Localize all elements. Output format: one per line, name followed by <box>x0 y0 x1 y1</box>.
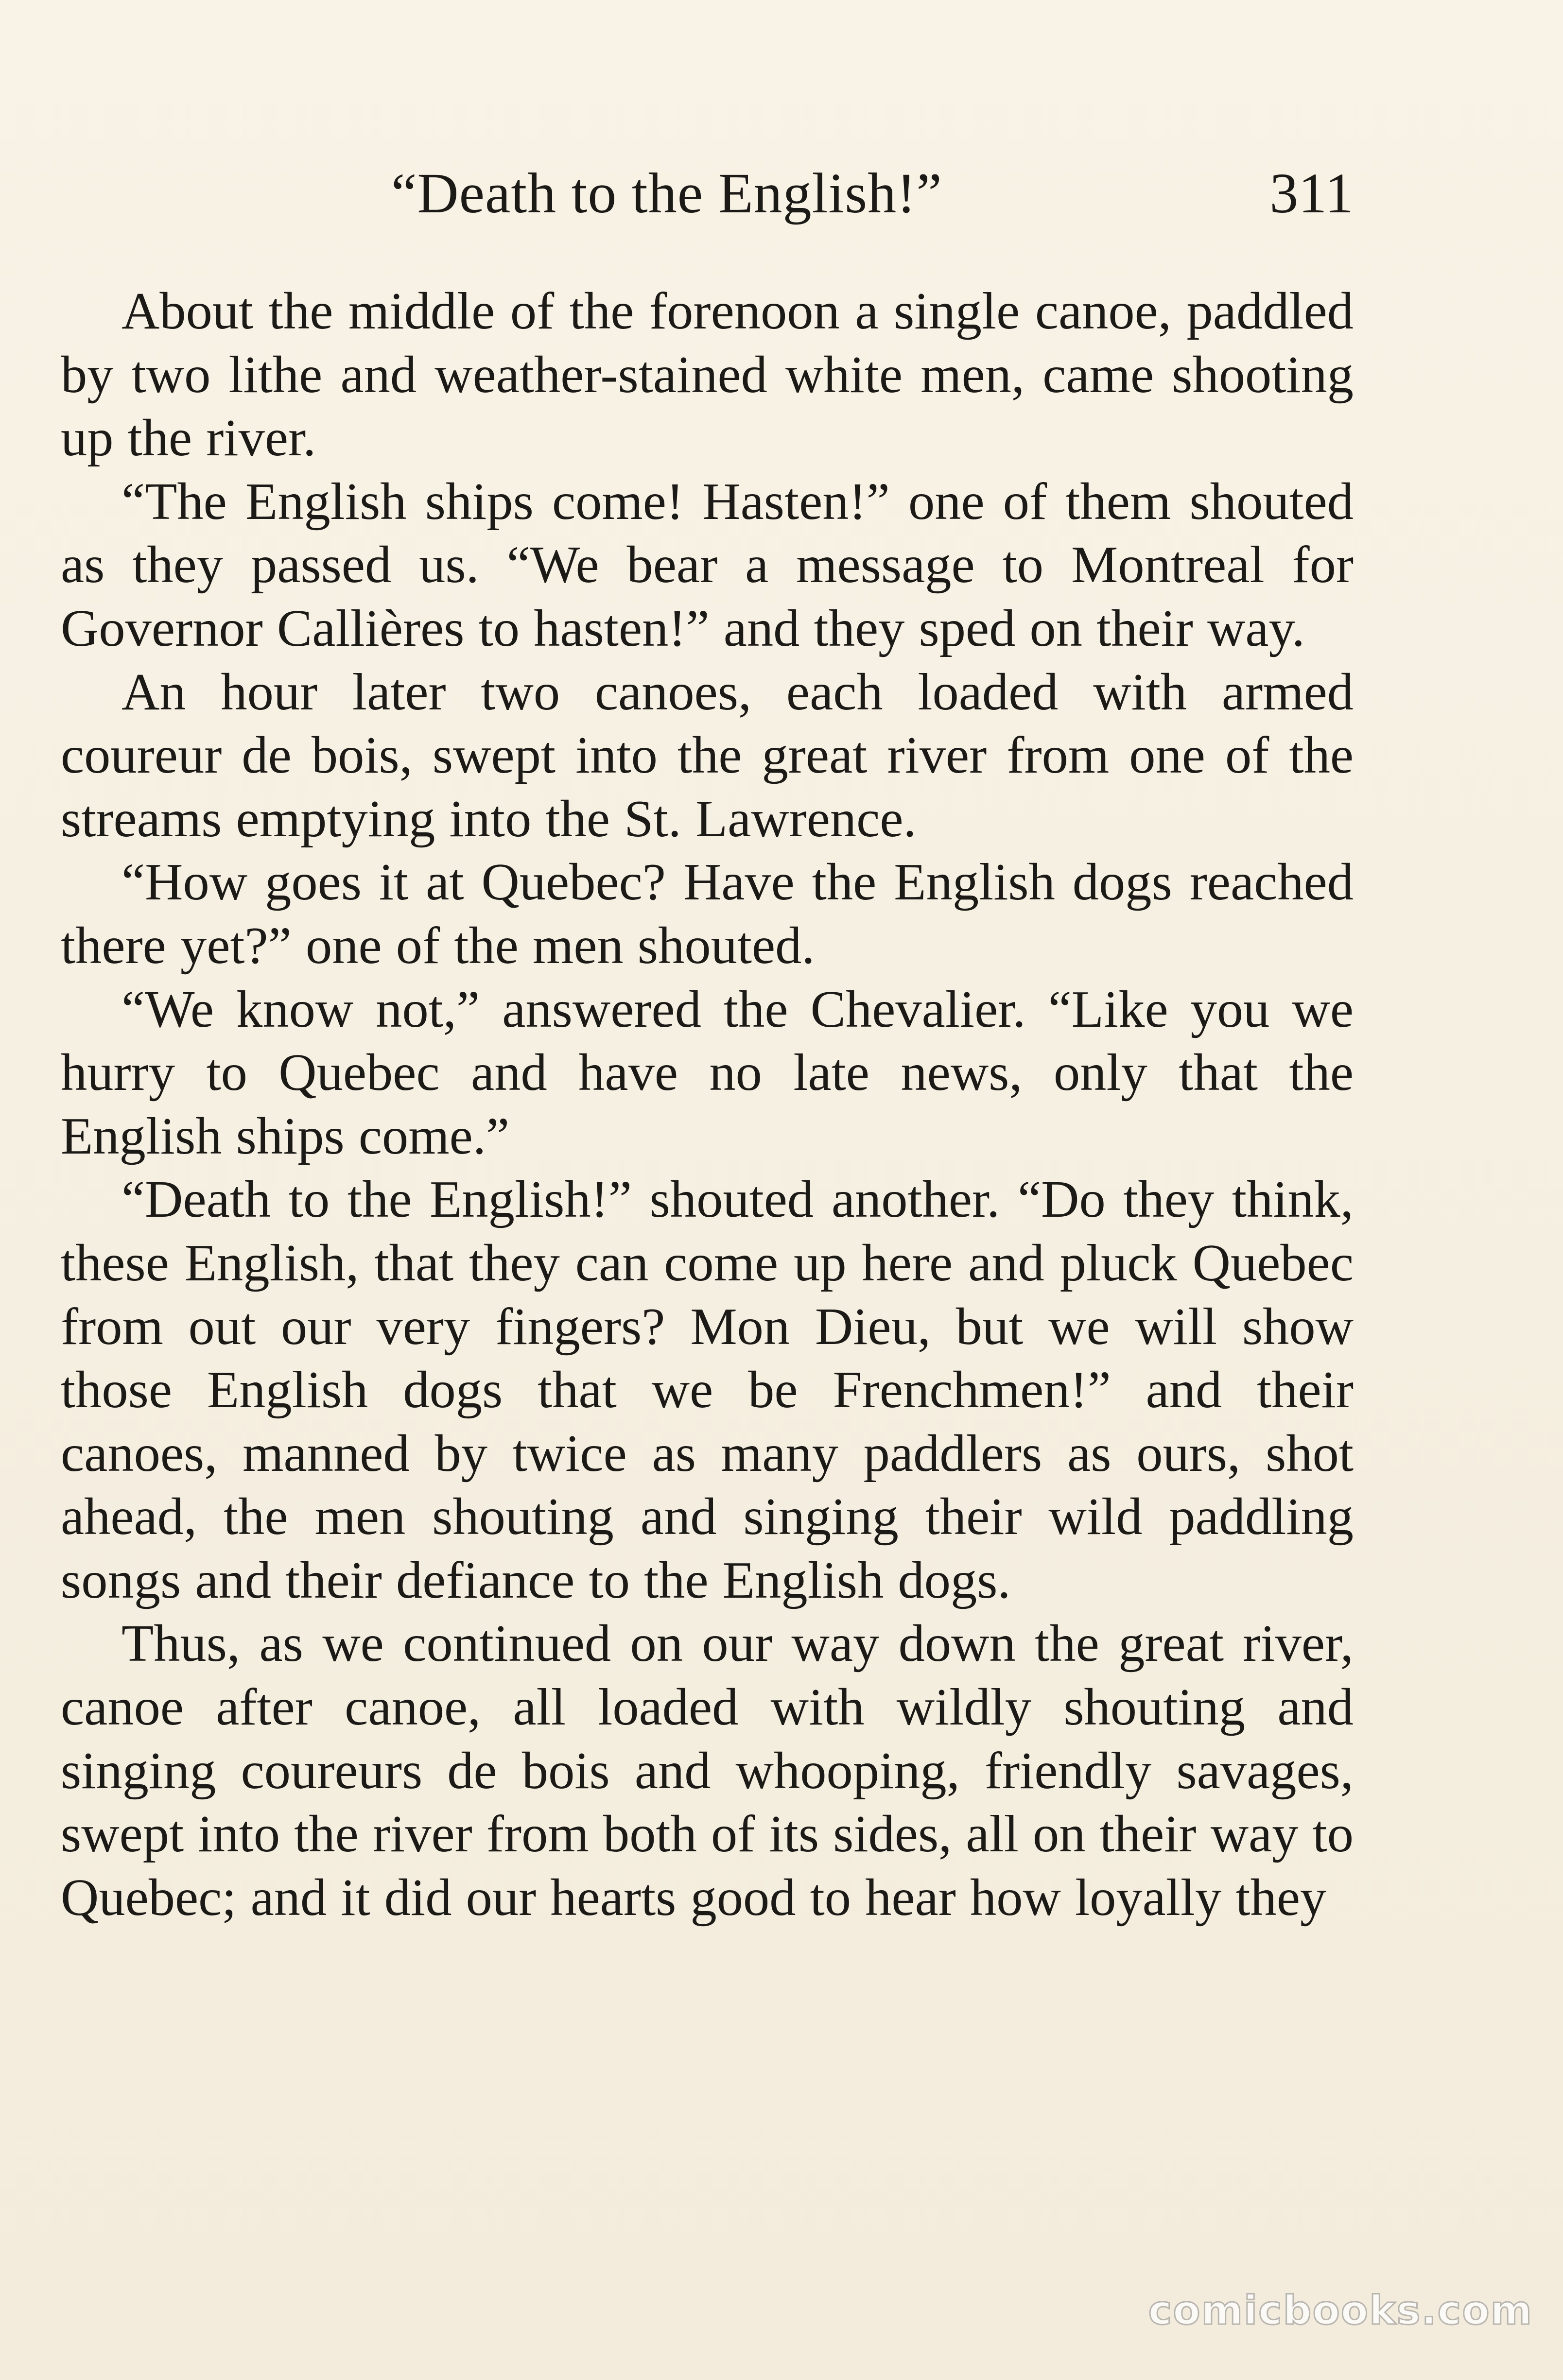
paragraph: “Death to the English!” shouted another. “Do they think, these English, that they can come up here and pluck Quebec from out our very fingers? Mon Dieu, but we will show those English dogs that we be Frenchmen!” and their canoes, manned by twice as many paddlers as ours, shot ahead, the men shouting and singing their wild paddling songs and their defiance to the English dogs. <box>61 1170 1354 1609</box>
paragraph: “How goes it at Quebec? Have the English dogs reached there yet?” one of the men shouted. <box>61 853 1354 975</box>
page-number: 311 <box>1269 161 1354 225</box>
page-header <box>61 160 1354 233</box>
running-title: “Death to the English!” <box>391 161 942 225</box>
watermark: comicbooks.com <box>1148 2288 1533 2334</box>
paragraph: “The English ships come! Hasten!” one of them shouted as they passed us. “We bear a message to Montreal for Governor Callières to hasten!” and they sped on their way. <box>61 472 1354 657</box>
paragraph: An hour later two canoes, each loaded with armed coureur de bois, swept into the great river from one of the streams emptying into the St. Lawrence. <box>61 662 1354 848</box>
paragraph: “We know not,” answered the Chevalier. “Like you we hurry to Quebec and have no late news, only that the English ships come.” <box>61 980 1354 1165</box>
paragraph: Thus, as we continued on our way down the great river, canoe after canoe, all loaded with wildly shouting and singing coureurs de bois and whooping, friendly savages, swept into the river from both of its sides, all on their way to Quebec; and it did our hearts good to hear how loyally they <box>61 1614 1354 1927</box>
paragraph: About the middle of the forenoon a single canoe, paddled by two lithe and weather-stained white men, came shooting up the river. <box>61 282 1354 467</box>
body-text <box>61 279 1354 1929</box>
